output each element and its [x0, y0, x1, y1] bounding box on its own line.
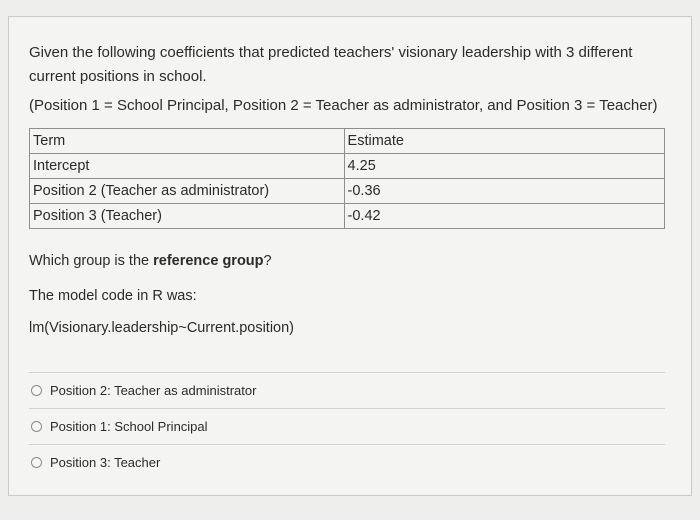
question-prompt	[29, 253, 272, 269]
question-prompt-emphasis: reference group	[153, 253, 264, 269]
question-prompt-prefix: Which group is the	[29, 253, 154, 269]
radio-button-icon[interactable]	[31, 457, 42, 468]
answer-option-label: Position 1: School Principal	[50, 418, 208, 434]
answer-option-label: Position 3: Teacher	[50, 454, 161, 470]
question-intro: Given the following coefficients that predicted teachers' visionary leadership with 3 different current positions in school.	[29, 44, 633, 85]
options-divider	[29, 372, 665, 373]
option-divider	[29, 444, 665, 445]
question-prompt-suffix: ?	[263, 253, 272, 269]
model-intro: The model code in R was:	[29, 288, 197, 304]
model-code: lm(Visionary.leadership~Current.position)	[29, 320, 295, 336]
answer-option-position-2[interactable]	[31, 380, 256, 400]
table-cell-term: Intercept	[30, 154, 345, 179]
option-divider	[29, 408, 665, 409]
table-row	[30, 204, 665, 229]
table-cell-term: Position 2 (Teacher as administrator)	[30, 179, 345, 204]
radio-button-icon[interactable]	[31, 421, 42, 432]
radio-button-icon[interactable]	[31, 385, 42, 396]
question-card	[8, 16, 692, 496]
answer-option-position-3[interactable]	[31, 452, 160, 472]
table-header-row	[30, 129, 665, 154]
answer-option-label: Position 2: Teacher as administrator	[50, 382, 257, 398]
table-cell-estimate: -0.42	[344, 204, 664, 229]
table-cell-estimate: -0.36	[344, 179, 664, 204]
positions-note: (Position 1 = School Principal, Position 2 = Teacher as administrator, and Position 3 = Teacher)	[29, 97, 658, 114]
table-cell-estimate: 4.25	[344, 154, 664, 179]
coefficients-table	[29, 128, 665, 229]
answer-option-position-1[interactable]	[31, 416, 208, 436]
table-cell-term: Position 3 (Teacher)	[30, 204, 345, 229]
table-header-term: Term	[30, 129, 345, 154]
table-row	[30, 179, 665, 204]
table-header-estimate: Estimate	[344, 129, 664, 154]
table-row	[30, 154, 665, 179]
